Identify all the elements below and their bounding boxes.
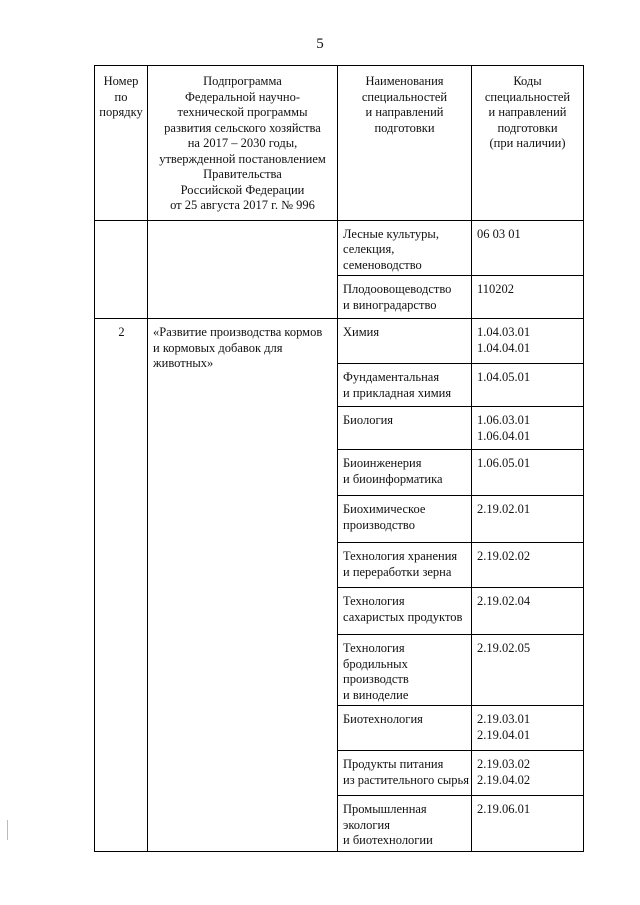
specialty-name-cell: Технология бродильных производств и виноделие [338, 635, 472, 706]
program-title-cell: «Развитие производства кормов и кормовых добавок для животных» [148, 319, 338, 852]
specialty-name-cell: Биохимическое производство [338, 496, 472, 543]
specialty-code-cell: 2.19.02.04 [472, 588, 584, 635]
subprogram-cell [148, 220, 338, 276]
specialty-code-cell: 2.19.02.01 [472, 496, 584, 543]
specialty-name-cell: Лесные культуры, селекция, семеноводство [338, 220, 472, 276]
specialty-code-cell: 2.19.03.01 2.19.04.01 [472, 706, 584, 751]
specialty-code-cell: 2.19.03.02 2.19.04.02 [472, 751, 584, 796]
specialty-name-cell: Фундаментальная и прикладная химия [338, 364, 472, 407]
specialty-code-cell: 06 03 01 [472, 220, 584, 276]
table-row [95, 276, 584, 319]
header-number: Номер по порядку [95, 66, 148, 221]
specialties-table [94, 65, 584, 852]
specialty-name-cell: Химия [338, 319, 472, 364]
specialty-name-cell: Технология хранения и переработки зерна [338, 543, 472, 588]
header-specialty-codes: Коды специальностей и направлений подготовки (при наличии) [472, 66, 584, 221]
specialty-name-cell: Промышленная экология и биотехнологии [338, 796, 472, 852]
table-row [95, 319, 584, 364]
specialty-code-cell: 2.19.06.01 [472, 796, 584, 852]
specialty-code-cell: 1.06.03.01 1.06.04.01 [472, 407, 584, 450]
subprogram-cell [148, 276, 338, 319]
specialty-name-cell: Биотехнология [338, 706, 472, 751]
specialty-code-cell: 2.19.02.02 [472, 543, 584, 588]
header-subprogram: Подпрограмма Федеральной научно- технической программы развития сельского хозяйства на 2017 – 2030 годы, утвержденной постановлением Правительства Российской Федерации от 25 августа 2017 г. № 996 [148, 66, 338, 221]
specialty-code-cell: 1.06.05.01 [472, 450, 584, 496]
scan-margin-mark [7, 820, 8, 840]
specialty-code-cell: 110202 [472, 276, 584, 319]
specialty-name-cell: Технология сахаристых продуктов [338, 588, 472, 635]
specialty-code-cell: 1.04.05.01 [472, 364, 584, 407]
specialty-name-cell: Биология [338, 407, 472, 450]
specialty-code-cell: 2.19.02.05 [472, 635, 584, 706]
page-number: 5 [316, 36, 324, 52]
specialty-name-cell: Продукты питания из растительного сырья [338, 751, 472, 796]
specialty-name-cell: Плодоовощеводство и виноградарство [338, 276, 472, 319]
program-number-cell: 2 [95, 319, 148, 852]
specialty-code-cell: 1.04.03.01 1.04.04.01 [472, 319, 584, 364]
specialty-name-cell: Биоинженерия и биоинформатика [338, 450, 472, 496]
number-cell [95, 220, 148, 276]
table-row [95, 220, 584, 276]
header-row [95, 66, 584, 221]
number-cell [95, 276, 148, 319]
header-specialty-names: Наименования специальностей и направлений подготовки [338, 66, 472, 221]
